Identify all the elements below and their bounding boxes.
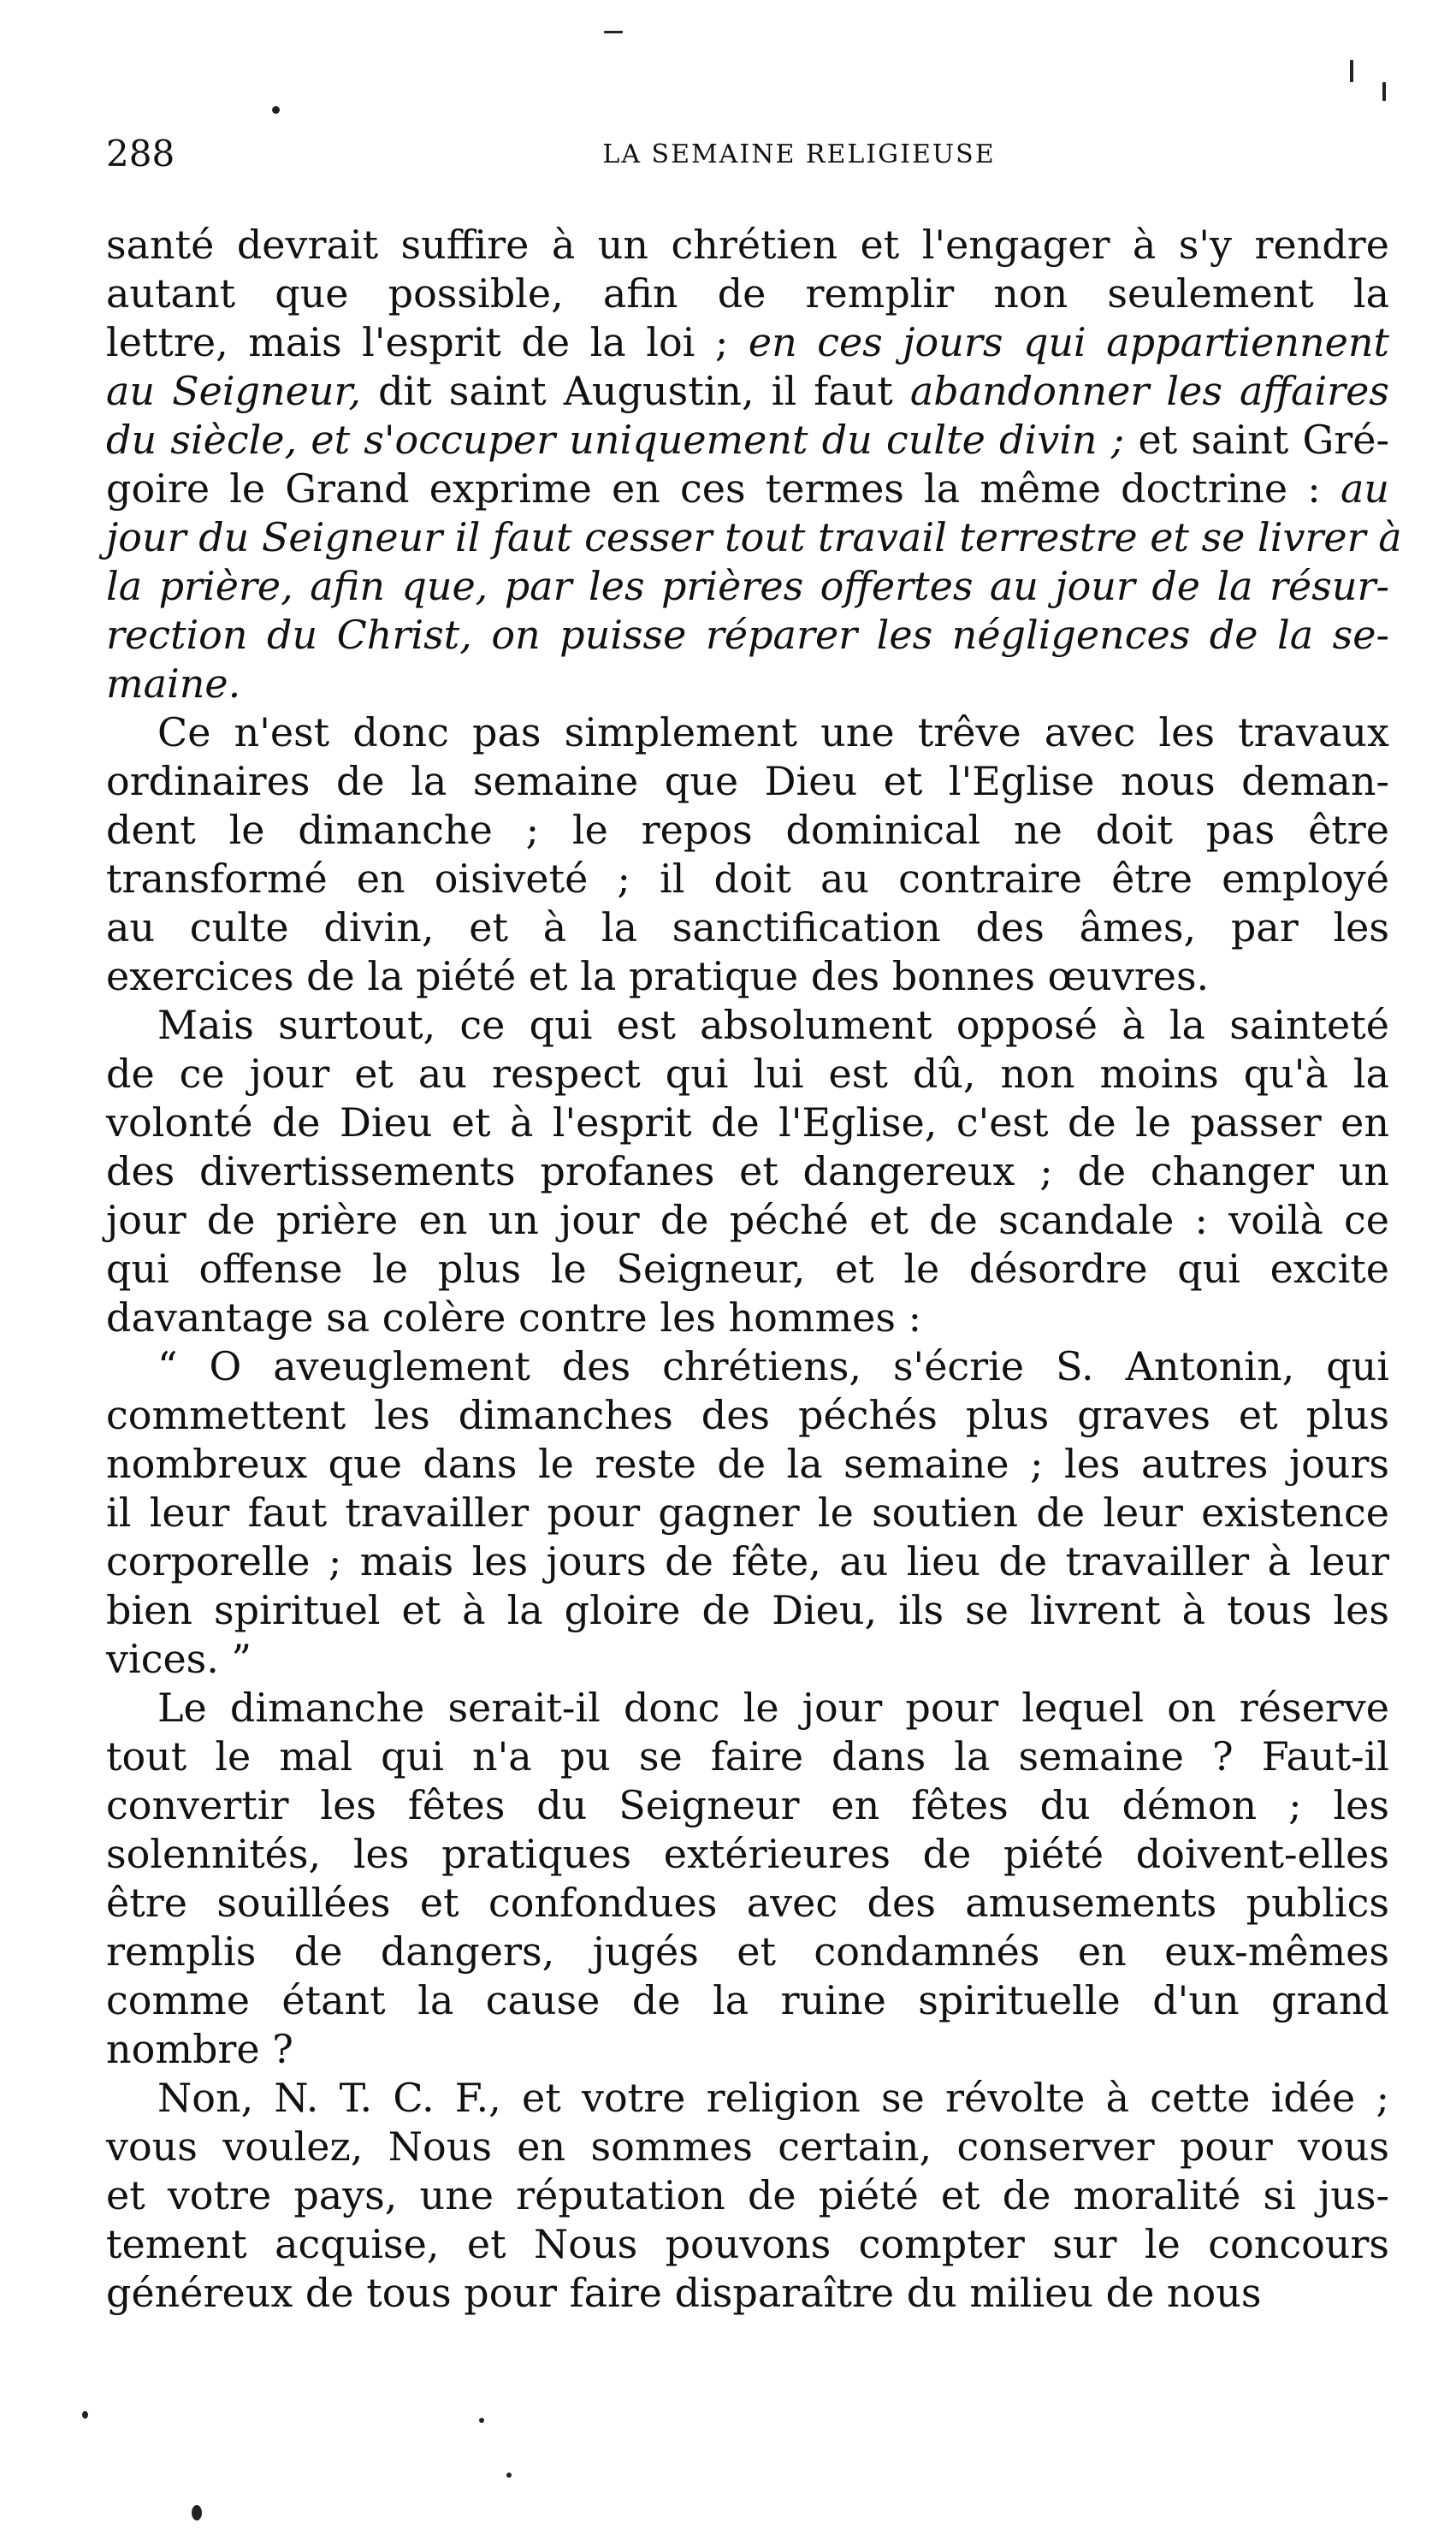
text-segment: être souillées et confondues avec des amusements publics	[106, 1880, 1389, 1926]
text-segment: abandonner les affaires	[909, 368, 1389, 414]
text-line	[106, 2269, 1389, 2318]
text-segment: “ O aveuglement des chrétiens, s'écrie S. Antonin, qui	[157, 1343, 1389, 1389]
paragraph	[106, 2074, 1389, 2318]
text-line	[106, 1147, 1389, 1196]
running-title: LA SEMAINE RELIGIEUSE	[602, 139, 996, 169]
text-line	[106, 1586, 1389, 1635]
text-line	[106, 1879, 1389, 1928]
text-line	[106, 903, 1389, 952]
text-segment: en ces jours qui appartiennent	[748, 319, 1389, 365]
text-line	[106, 1001, 1389, 1050]
text-line	[106, 1928, 1389, 1976]
text-segment: jour de prière en un jour de péché et de scandale : voilà ce	[106, 1197, 1389, 1243]
text-line	[106, 1976, 1389, 2025]
text-segment: vous voulez, Nous en sommes certain, conserver pour vous	[106, 2123, 1389, 2170]
text-segment: commettent les dimanches des péchés plus graves et plus	[106, 1392, 1389, 1438]
scan-speck	[1350, 60, 1353, 82]
text-segment: santé devrait suffire à un chrétien et l'engager à s'y rendre	[106, 222, 1389, 268]
text-line	[106, 806, 1389, 855]
text-segment: et votre pays, une réputation de piété et de moralité si jus-	[106, 2172, 1389, 2218]
text-segment: tout le mal qui n'a pu se faire dans la semaine ? Faut-il	[106, 1733, 1389, 1780]
text-line	[106, 1245, 1389, 1294]
scan-speck	[506, 2473, 512, 2478]
text-line	[106, 1050, 1389, 1099]
text-segment: davantage sa colère contre les hommes :	[106, 1294, 922, 1341]
scan-speck	[192, 2505, 202, 2520]
text-segment: convertir les fêtes du Seigneur en fêtes du démon ; les	[106, 1782, 1389, 1828]
text-segment: il leur faut travailler pour gagner le soutien de leur existence	[106, 1490, 1389, 1536]
text-line	[106, 269, 1389, 318]
text-segment: tement acquise, et Nous pouvons compter sur le concours	[106, 2221, 1389, 2267]
text-line	[106, 318, 1389, 367]
text-line	[106, 1732, 1389, 1781]
text-line	[106, 416, 1389, 465]
text-segment: remplis de dangers, jugés et condamnés en eux-mêmes	[106, 1928, 1389, 1975]
text-segment: Le dimanche serait-il donc le jour pour lequel on réserve	[157, 1685, 1389, 1731]
text-line	[106, 855, 1389, 903]
text-line	[106, 708, 1389, 757]
paragraph	[106, 221, 1402, 708]
text-segment: généreux de tous pour faire disparaître du milieu de nous	[106, 2270, 1262, 2316]
body-text	[106, 221, 1402, 2318]
text-line	[106, 660, 1389, 708]
text-line	[106, 1294, 1389, 1342]
page-header	[106, 128, 1389, 180]
text-segment: au culte divin, et à la sanctification des âmes, par les	[106, 904, 1389, 951]
text-segment: Mais surtout, ce qui est absolument opposé à la sainteté	[157, 1002, 1389, 1048]
text-line	[106, 2220, 1389, 2269]
text-segment: au Seigneur,	[106, 368, 362, 414]
text-line	[106, 465, 1389, 513]
text-line	[106, 1440, 1389, 1489]
text-line	[106, 1099, 1389, 1147]
text-segment: Non, N. T. C. F., et votre religion se révolte à cette idée ;	[157, 2075, 1389, 2121]
text-segment: Ce n'est donc pas simplement une trêve avec les travaux	[157, 709, 1389, 755]
text-line	[106, 2123, 1389, 2171]
text-line	[106, 2025, 1389, 2074]
text-segment: la prière, afin que, par les prières offertes au jour de la résur-	[106, 563, 1389, 609]
text-segment: goire le Grand exprime en ces termes la même doctrine :	[106, 465, 1341, 512]
text-line	[106, 1489, 1389, 1537]
text-segment: jour du Seigneur il faut cesser tout travail terrestre et se livrer à	[106, 514, 1402, 560]
text-segment: du siècle, et s'occuper uniquement du culte divin ;	[106, 417, 1125, 463]
text-line	[106, 2074, 1389, 2123]
text-segment: nombre ?	[106, 2026, 293, 2072]
scan-speck	[479, 2418, 484, 2423]
text-line	[106, 611, 1389, 660]
scan-speck	[604, 31, 623, 33]
text-segment: volonté de Dieu et à l'esprit de l'Eglise, c'est de le passer en	[106, 1099, 1389, 1146]
text-line	[106, 1635, 1389, 1684]
scan-speck	[1382, 82, 1386, 101]
text-line	[106, 1391, 1389, 1440]
text-line	[106, 757, 1389, 806]
paragraph	[106, 1001, 1389, 1342]
text-line	[106, 1830, 1389, 1879]
text-segment: nombreux que dans le reste de la semaine ; les autres jours	[106, 1441, 1389, 1487]
text-line	[106, 1342, 1389, 1391]
text-segment: vices. ”	[106, 1636, 252, 1682]
text-segment: dit saint Augustin, il faut	[361, 368, 910, 414]
text-segment: dent le dimanche ; le repos dominical ne doit pas être	[106, 807, 1389, 853]
text-segment: maine.	[106, 660, 241, 707]
text-line	[106, 1537, 1389, 1586]
text-line	[106, 221, 1389, 269]
paragraph	[106, 1342, 1389, 1684]
scan-speck	[272, 106, 280, 114]
text-line	[106, 1781, 1389, 1830]
text-segment: solennités, les pratiques extérieures de piété doivent-elles	[106, 1831, 1389, 1877]
text-segment: lettre, mais l'esprit de la loi ;	[106, 319, 749, 365]
text-line	[106, 1196, 1389, 1245]
paragraph	[106, 1684, 1389, 2074]
text-segment: bien spirituel et à la gloire de Dieu, ils se livrent à tous les	[106, 1587, 1389, 1633]
text-segment: rection du Christ, on puisse réparer les négligences de la se-	[106, 612, 1389, 658]
text-line	[106, 562, 1389, 611]
text-segment: exercices de la piété et la pratique des bonnes œuvres.	[106, 953, 1210, 999]
text-segment: corporelle ; mais les jours de fête, au lieu de travailler à leur	[106, 1538, 1389, 1584]
text-line	[106, 1684, 1389, 1732]
page-number: 288	[106, 133, 175, 175]
text-segment: ordinaires de la semaine que Dieu et l'Eglise nous deman-	[106, 758, 1389, 804]
text-line	[106, 2171, 1389, 2220]
text-line	[106, 367, 1389, 416]
text-segment: et saint Gré-	[1124, 417, 1389, 463]
text-segment: des divertissements profanes et dangereux ; de changer un	[106, 1148, 1389, 1194]
text-segment: de ce jour et au respect qui lui est dû, non moins qu'à la	[106, 1051, 1389, 1097]
scan-speck	[82, 2411, 88, 2419]
text-line	[106, 952, 1389, 1001]
text-segment: au	[1340, 465, 1389, 512]
text-line	[106, 513, 1402, 562]
text-segment: qui offense le plus le Seigneur, et le désordre qui excite	[106, 1246, 1389, 1292]
text-segment: comme étant la cause de la ruine spirituelle d'un grand	[106, 1977, 1389, 2023]
text-segment: transformé en oisiveté ; il doit au contraire être employé	[106, 856, 1389, 902]
paragraph	[106, 708, 1389, 1001]
text-segment: autant que possible, afin de remplir non seulement la	[106, 270, 1389, 317]
